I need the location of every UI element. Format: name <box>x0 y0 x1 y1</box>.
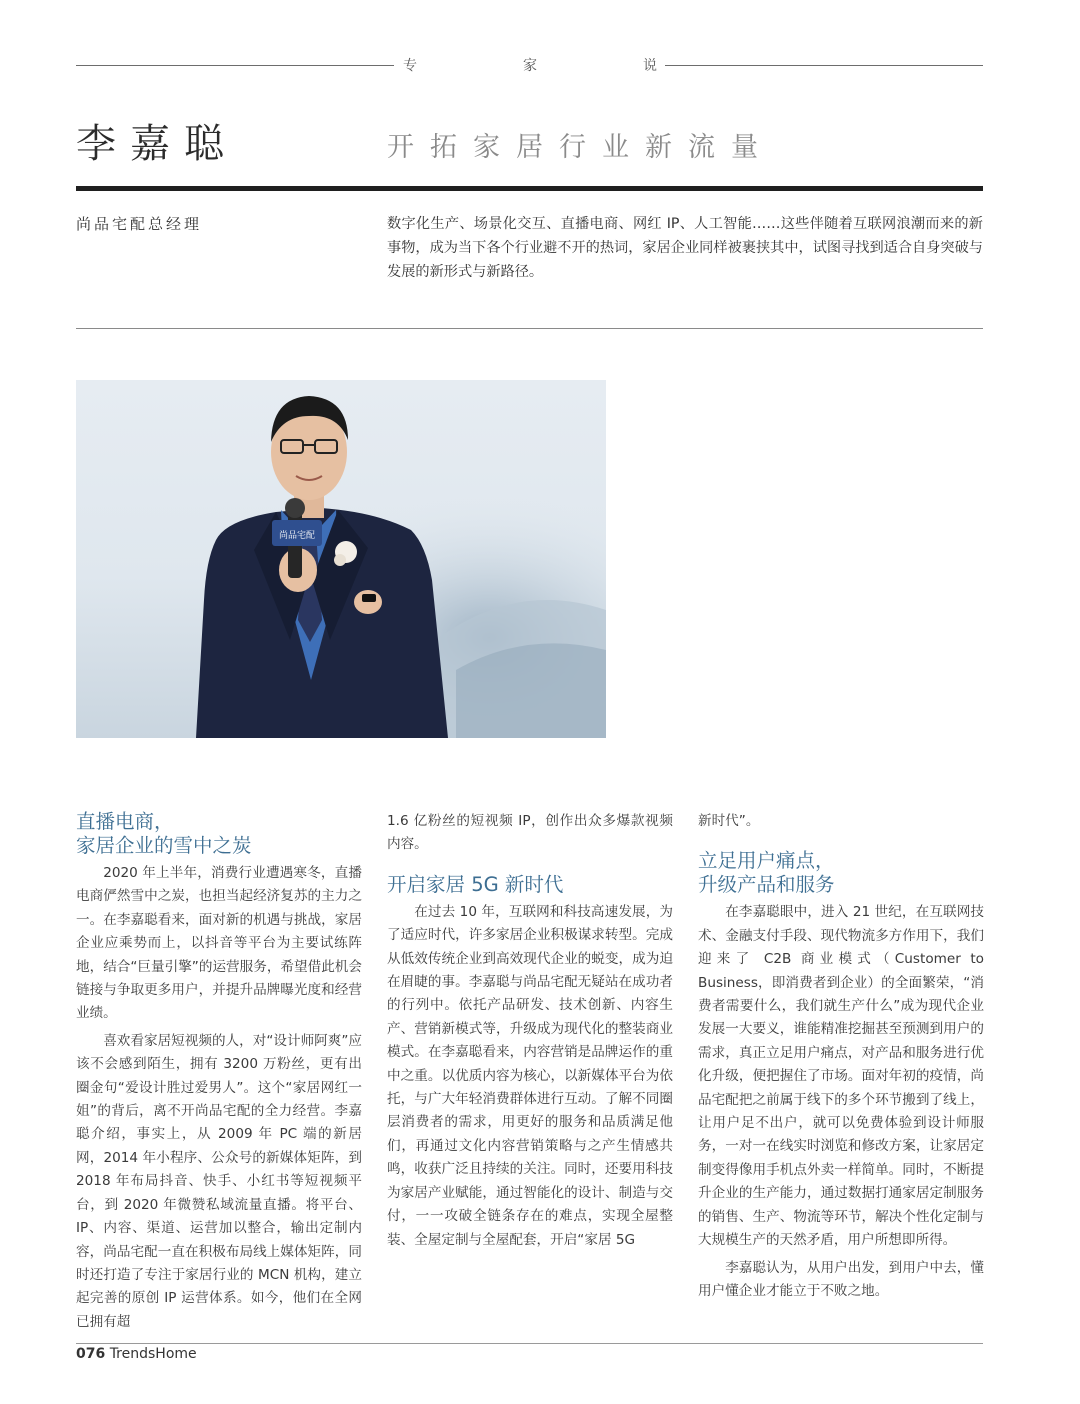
column-3-heading-line-2: 升级产品和服务 <box>698 873 835 897</box>
column-3-heading <box>698 849 984 897</box>
column-1-heading-line-2: 家居企业的雪中之炭 <box>76 834 252 857</box>
footer-rule <box>76 1343 983 1344</box>
column-3-paragraph-1: 在李嘉聪眼中，进入 21 世纪，在互联网技术、金融支付手段、现代物流多方作用下，我们迎来了 C2B 商业模式（Customer to Business，即消费者到企业）的全面繁荣，“消费者需要什么，我们就生产什么”成为现代企业发展一大要义，谁能精准挖掘甚至预测到用户的需求，真正立足用户痛点，对产品和服务进行优化升级，便把握住了市场。面对年初的疫情，尚品宅配把之前属于线下的多个环节搬到了线上，让用户足不出户，就可以免费体验到设计师服务，一对一在线实时浏览和修改方案，让家居定制变得像用手机点外卖一样简单。同时，不断提升企业的生产能力，通过数据打通家居定制服务的销售、生产、物流等环节，解决个性化定制与大规模生产的天然矛盾，用户所想即所得。 <box>698 904 984 1249</box>
person-name: 李嘉聪 <box>76 121 238 167</box>
section-label <box>400 55 660 75</box>
column-3 <box>698 810 984 1307</box>
top-rule-right <box>665 65 983 66</box>
portrait-photo <box>76 380 606 738</box>
portrait-illustration <box>76 380 606 738</box>
page-footer <box>76 1346 197 1362</box>
intro-paragraph: 数字化生产、场景化交互、直播电商、网红 IP、人工智能……这些伴随着互联网浪潮而来的新事物，成为当下各个行业避不开的热词，家居企业同样被裹挟其中，试图寻找到适合自身突破与发展的新形式与新路径。 <box>387 216 983 280</box>
intro-rule <box>76 328 983 329</box>
column-3-lead: 新时代”。 <box>698 813 760 829</box>
column-2-heading <box>387 873 673 897</box>
magazine-name: TrendsHome <box>109 1346 197 1362</box>
top-rule-left <box>76 65 394 66</box>
column-3-heading-line-1: 立足用户痛点， <box>698 849 835 873</box>
column-1-heading-line-1: 直播电商， <box>76 810 174 833</box>
section-label-char-1: 专 <box>403 58 417 74</box>
column-1 <box>76 810 362 1338</box>
page-number: 076 <box>76 1346 106 1362</box>
column-1-paragraph-1: 2020 年上半年，消费行业遭遇寒冬，直播电商俨然雪中之炭，也担当起经济复苏的主力之一。在李嘉聪看来，面对新的机遇与挑战，家居企业应乘势而上，以抖音等平台为主要试练阵地，结合“巨量引擎”的运营服务，希望借此机会链接与争取更多用户，并提升品牌曝光度和经营业绩。 <box>76 865 362 1022</box>
person-role: 尚品宅配总经理 <box>76 215 203 233</box>
article-subtitle: 开拓家居行业新流量 <box>387 132 774 163</box>
section-label-char-3: 说 <box>643 58 657 74</box>
column-3-paragraph-2: 李嘉聪认为，从用户出发，到用户中去，懂用户懂企业才能立于不败之地。 <box>698 1259 984 1299</box>
title-rule <box>76 186 983 191</box>
column-2-lead: 1.6 亿粉丝的短视频 IP，创作出众多爆款视频内容。 <box>387 813 673 853</box>
column-2 <box>387 810 673 1256</box>
column-1-heading <box>76 810 362 858</box>
column-2-paragraph-1: 在过去 10 年，互联网和科技高速发展，为了适应时代，许多家居企业积极谋求转型。完成从低效传统企业到高效现代企业的蜕变，成为迫在眉睫的事。李嘉聪与尚品宅配无疑站在成功者的行列中。依托产品研发、技术创新、内容生产、营销新模式等，升级成为现代化的整装商业模式。在李嘉聪看来，内容营销是品牌运作的重中之重。以优质内容为核心，以新媒体平台为依托，与广大年轻消费群体进行互动。了解不同圈层消费者的需求，用更好的服务和品质满足他们，再通过文化内容营销策略与之产生情感共鸣，收获广泛且持续的关注。同时，还要用科技为家居产业赋能，通过智能化的设计、制造与交付，一一攻破全链条存在的难点，实现全屋整装、全屋定制与全屋配套，开启“家居 5G <box>387 903 673 1248</box>
column-2-heading-line-1: 开启家居 5G 新时代 <box>387 872 564 896</box>
section-label-char-2: 家 <box>523 58 537 74</box>
mic-flag-label: 尚品宅配 <box>278 531 316 541</box>
column-1-paragraph-2: 喜欢看家居短视频的人，对“设计师阿爽”应该不会感到陌生，拥有 3200 万粉丝，更有出圈金句“爱设计胜过爱男人”。这个“家居网红一姐”的背后，离不开尚品宅配的全力经营。李嘉聪介绍，事实上，从 2009 年 PC 端的新居网，2014 年小程序、公众号的新媒体矩阵，到 2018 年布局抖音、快手、小红书等短视频平台，到 2020 年微赞私域流量直播。将平台、IP、内容、渠道、运营加以整合，输出定制内容，尚品宅配一直在积极布局线上媒体矩阵，同时还打造了专注于家居行业的 MCN 机构，建立起完善的原创 IP 运营体系。如今，他们在全网已拥有超 <box>76 1032 362 1330</box>
